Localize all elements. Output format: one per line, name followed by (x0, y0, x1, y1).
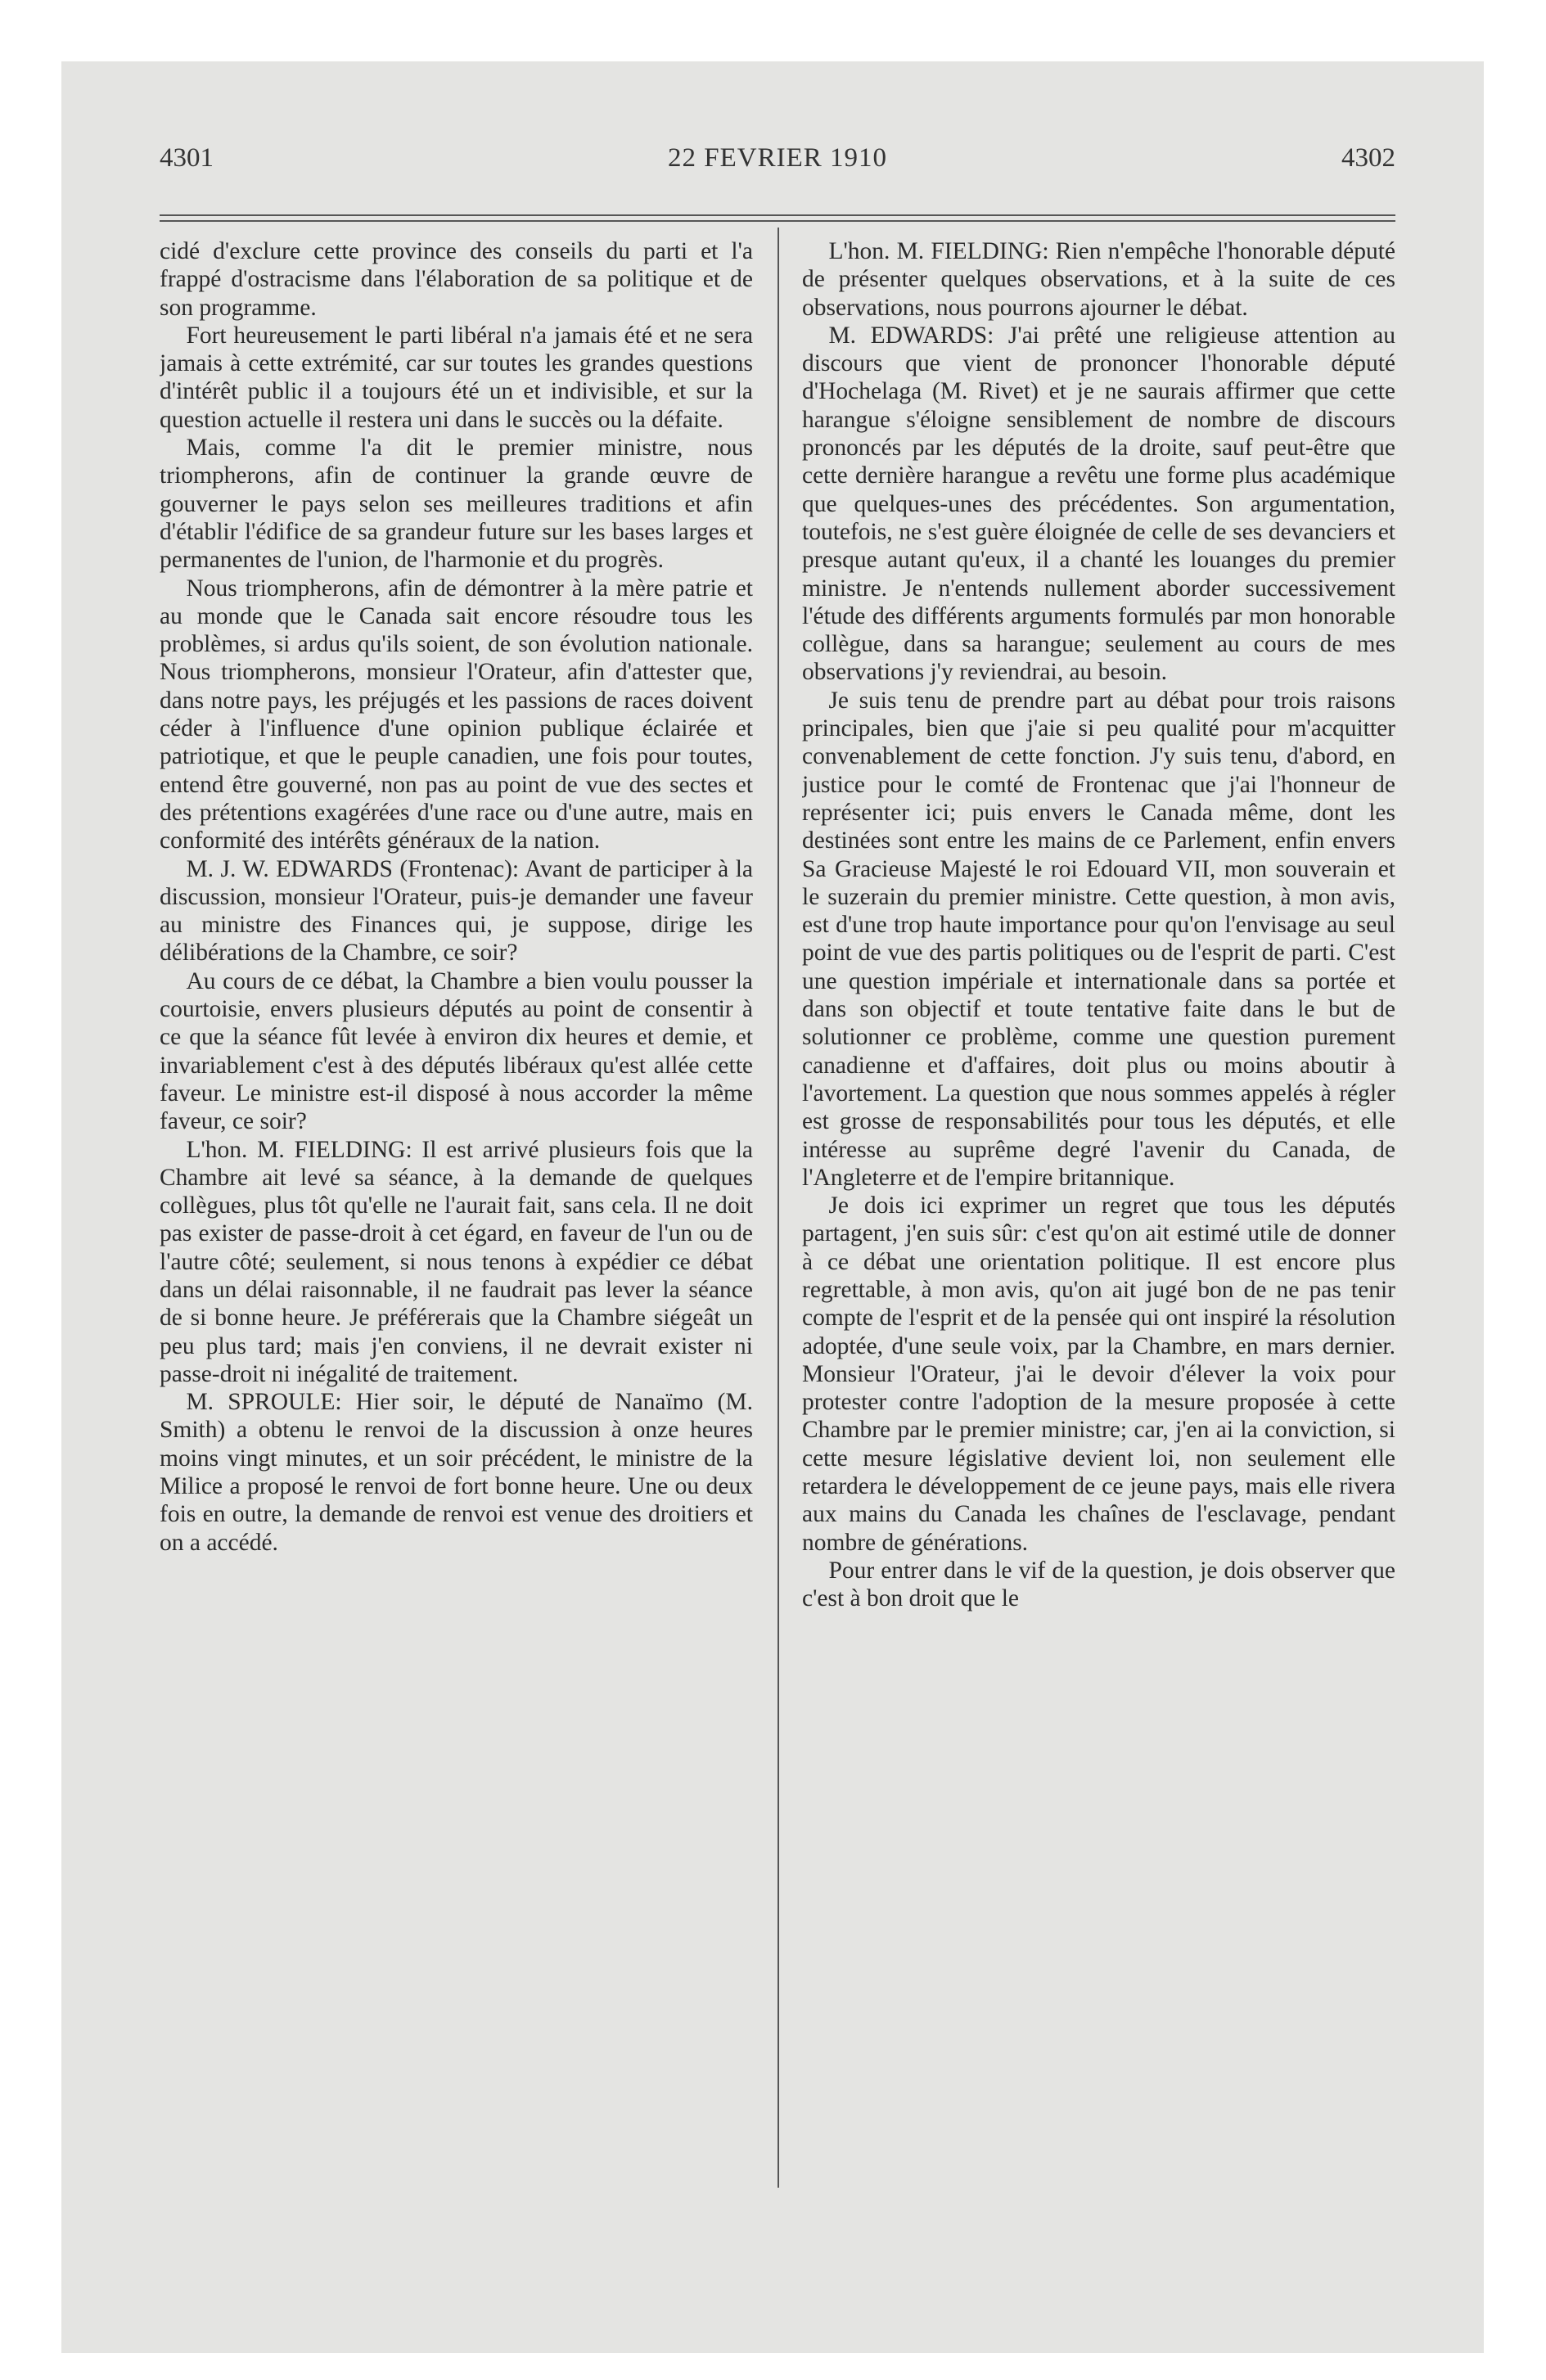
header-rule-bottom (160, 220, 1395, 222)
page-number-left: 4301 (160, 143, 214, 173)
paragraph: cidé d'exclure cette province des conseils du parti et l'a frappé d'ostracisme dans l'élaboration de sa politique et de son programme. (160, 238, 753, 321)
left-column (160, 237, 753, 2218)
paragraph: Je suis tenu de prendre part au débat pour trois raisons principales, bien que j'aie si peu qualité pour m'acquitter convenablement de cette fonction. J'y suis tenu, d'abord, en justice pour le comté de Frontenac que j'ai l'honneur de représenter ici; puis envers le Canada même, dont les destinées sont entre les mains de ce Parlement, enfin envers Sa Gracieuse Majesté le roi Edouard VII, mon souverain et le suzerain du premier ministre. Cette question, à mon avis, est d'une trop haute importance pour qu'on l'envisage au seul point de vue des partis politiques ou de l'esprit de parti. C'est une question impériale et internationale dans sa portée et dans son objectif et toute tentative faite dans le but de solutionner ce problème, comme une question purement canadienne et d'affaires, doit plus ou moins aboutir à l'avortement. La question que nous sommes appelés à régler est grosse de responsabilités pour tous les députés, et elle intéresse au suprême degré l'avenir du Canada, de l'Angleterre et de l'empire britannique. (802, 687, 1395, 1191)
page-header (160, 143, 1395, 192)
paragraph: Je dois ici exprimer un regret que tous les députés partagent, j'en suis sûr: c'est qu'on ait estimé utile de donner à ce débat une orientation politique. Il est encore plus regrettable, à mon avis, qu'on ait jugé bon de ne pas tenir compte de l'esprit et de la pensée qui ont inspiré la résolution adoptée, d'une seule voix, par la Chambre, en mars dernier. Monsieur l'Orateur, j'ai le devoir d'élever la voix pour protester contre l'adoption de la mesure proposée à cette Chambre par le premier ministre; car, j'en ai la conviction, si cette mesure législative devient loi, non seulement elle retardera le développement de ce jeune pays, mais elle rivera aux mains du Canada les chaînes de l'esclavage, pendant nombre de générations. (802, 1192, 1395, 1556)
paragraph: M. EDWARDS: J'ai prêté une religieuse attention au discours que vient de prononcer l'honorable député d'Hochelaga (M. Rivet) et je ne saurais affirmer que cette harangue s'éloigne sensiblement de nombre de discours prononcés par les députés de la droite, sauf peut-être que cette dernière harangue a revêtu une forme plus académique que quelques-unes des précédentes. Son argumentation, toutefois, ne s'est guère éloignée de celle de ses devanciers et presque autant qu'eux, il a chanté les louanges du premier ministre. Je n'entends nullement aborder successivement l'étude des différents arguments formulés par mon honorable collègue, dans sa harangue; seulement au cours de mes observations j'y reviendrai, au besoin. (802, 322, 1395, 686)
paragraph: Fort heureusement le parti libéral n'a jamais été et ne sera jamais à cette extrémité, car sur toutes les grandes questions d'intérêt public il a toujours été un et indivisible, et sur la question actuelle il restera uni dans le succès ou la défaite. (160, 322, 753, 433)
paragraph: Mais, comme l'a dit le premier ministre, nous triompherons, afin de continuer la grande œuvre de gouverner le pays selon ses meilleures traditions et afin d'établir l'édifice de sa grandeur future sur les bases larges et permanentes de l'union, de l'harmonie et du progrès. (160, 435, 753, 574)
paragraph: M. SPROULE: Hier soir, le député de Nanaïmo (M. Smith) a obtenu le renvoi de la discussion à onze heures moins vingt minutes, et un soir précédent, le ministre de la Milice a proposé le renvoi de fort bonne heure. Une ou deux fois en outre, la demande de renvoi est venue des droitiers et on a accédé. (160, 1389, 753, 1556)
paragraph: Nous triompherons, afin de démontrer à la mère patrie et au monde que le Canada sait encore résoudre tous les problèmes, si ardus qu'ils soient, de son évolution nationale. Nous triompherons, monsieur l'Orateur, afin d'attester que, dans notre pays, les préjugés et les passions de races doivent céder à l'influence d'une opinion publique éclairée et patriotique, et que le peuple canadien, une fois pour toutes, entend être gouverné, non pas au point de vue des sectes et des prétentions exagérées d'une race ou d'une autre, mais en conformité des intérêts généraux de la nation. (160, 575, 753, 854)
column-divider (778, 228, 779, 2188)
paragraph: L'hon. M. FIELDING: Rien n'empêche l'honorable député de présenter quelques observations, et à la suite de ces observations, nous pourrons ajourner le débat. (802, 238, 1395, 321)
paragraph: Au cours de ce débat, la Chambre a bien voulu pousser la courtoisie, envers plusieurs députés au point de consentir à ce que la séance fût levée à environ dix heures et demie, et invariablement c'est à des députés libéraux qu'est allée cette faveur. Le ministre est-il disposé à nous accorder la même faveur, ce soir? (160, 967, 753, 1135)
paragraph: Pour entrer dans le vif de la question, je dois observer que c'est à bon droit que le (802, 1557, 1395, 1612)
right-column (802, 237, 1395, 2218)
page-date: 22 FEVRIER 1910 (667, 143, 888, 173)
paragraph: L'hon. M. FIELDING: Il est arrivé plusieurs fois que la Chambre ait levé sa séance, à la demande de quelques collègues, plus tôt qu'elle ne l'aurait fait, sans cela. Il ne doit pas exister de passe-droit à cet égard, en faveur de l'un ou de l'autre côté; seulement, si nous tenons à expédier ce débat dans un délai raisonnable, il ne faudrait pas lever la séance de si bonne heure. Je préférerais que la Chambre siégeât un peu plus tard; mais j'en conviens, il ne devrait exister ni passe-droit ni inégalité de traitement. (160, 1136, 753, 1387)
header-rule-top (160, 214, 1395, 216)
page-number-right: 4302 (1341, 143, 1395, 173)
paragraph: M. J. W. EDWARDS (Frontenac): Avant de participer à la discussion, monsieur l'Orateur, puis-je demander une faveur au ministre des Finances qui, je suppose, dirige les délibérations de la Chambre, ce soir? (160, 855, 753, 967)
